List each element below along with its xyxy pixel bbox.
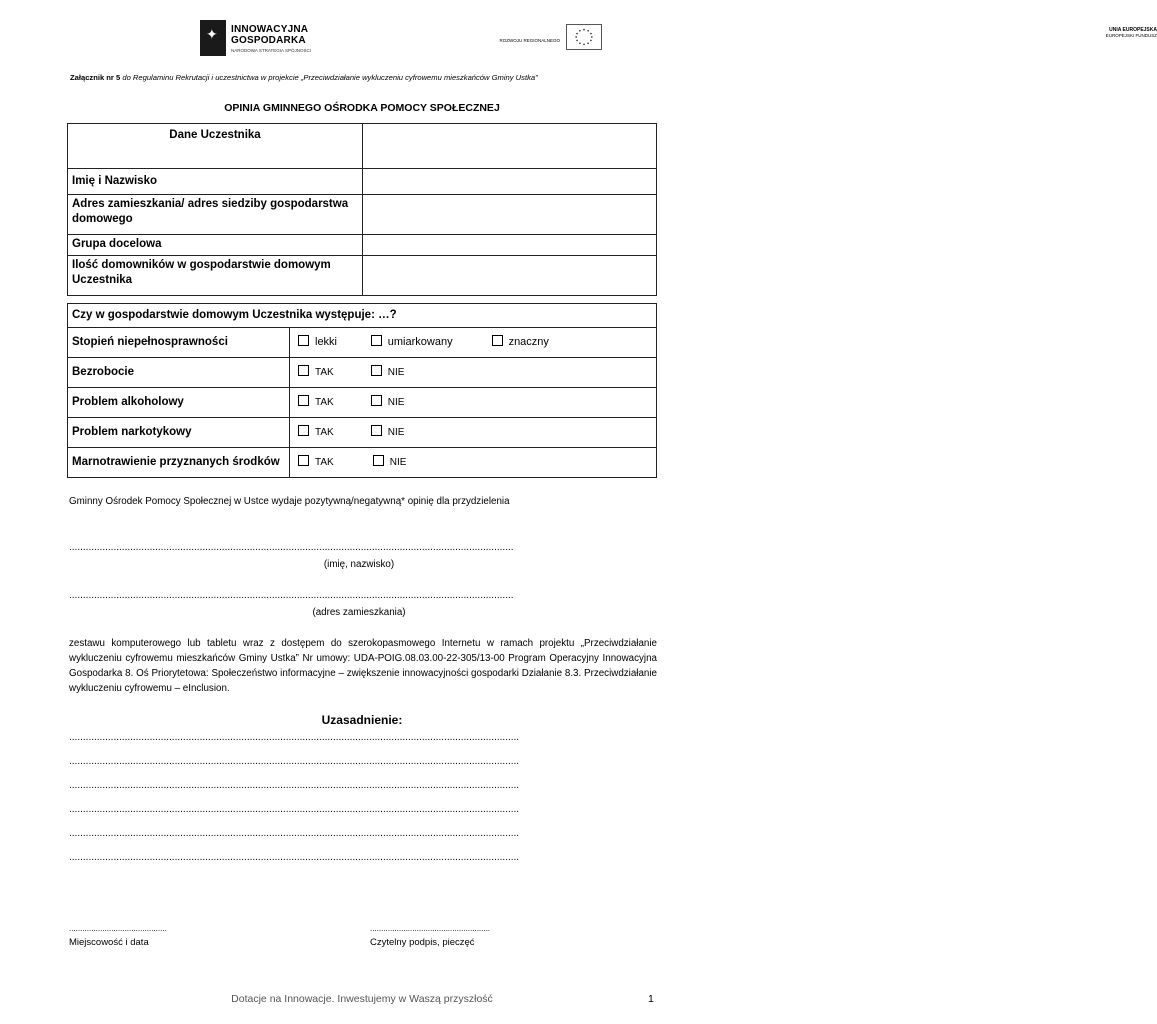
option-no: NIE xyxy=(389,457,407,468)
justification-title: Uzasadnienie: xyxy=(321,713,403,727)
place-date-line[interactable]: ............................................ xyxy=(69,924,167,933)
household-size-label: Ilość domowników w gospodarstwie domowym Uczestnika xyxy=(68,256,363,296)
option-no: NIE xyxy=(387,427,405,438)
checkbox-umiarkowany[interactable] xyxy=(371,335,382,346)
drugs-label: Problem narkotykowy xyxy=(68,418,290,448)
annex-text: do Regulaminu Rekrutacji i uczestnictwa w projekcie „Przeciwdziałanie wykluczeniu cyfrowemu mieszkańców Gminy Ustka” xyxy=(120,73,538,82)
checkbox-alcohol-yes[interactable] xyxy=(298,395,309,406)
option-umiarkowany: umiarkowany xyxy=(387,336,453,348)
option-znaczny: znaczny xyxy=(508,336,549,348)
household-header: Czy w gospodarstwie domowym Uczestnika występuje: …? xyxy=(68,304,657,328)
checkbox-misuse-no[interactable] xyxy=(373,455,384,466)
option-yes: TAK xyxy=(315,427,334,438)
document-title: OPINIA GMINNEGO OŚRODKA POMOCY SPOŁECZNEJ xyxy=(224,102,500,114)
name-label: Imię i Nazwisko xyxy=(68,169,363,195)
opinion-text: Gminny Ośrodek Pomocy Społecznej w Ustce wydaje pozytywną/negatywną* opinię dla przydzielenia xyxy=(69,496,510,507)
page-number: 1 xyxy=(648,993,654,1005)
eu-flag-icon xyxy=(566,24,602,50)
eu-logo xyxy=(499,24,1157,52)
target-group-field[interactable] xyxy=(363,235,657,256)
household-table xyxy=(67,303,657,478)
justification-line-5[interactable]: .................................................................................................................................................................. xyxy=(69,828,520,839)
option-no: NIE xyxy=(387,397,405,408)
alcohol-options xyxy=(290,388,657,418)
name-caption: (imię, nazwisko) xyxy=(323,559,395,570)
participant-header-value[interactable] xyxy=(363,124,657,169)
checkbox-drugs-no[interactable] xyxy=(371,425,382,436)
justification-line-1[interactable]: .................................................................................................................................................................. xyxy=(69,732,520,743)
logo-mark xyxy=(200,20,226,56)
address-field[interactable] xyxy=(363,195,657,235)
logo-line3: NARODOWA STRATEGIA SPÓJNOŚCI xyxy=(231,48,312,53)
project-text: zestawu komputerowego lub tabletu wraz z dostępem do szerokopasmowego Internetu w ramach projektu „Przeciwdziałanie wykluczeniu cyfrowemu mieszkańców Gminy Ustka” Nr umowy: UDA-POIG.08.03.00-22-305/13-00 Program Operacyjny Innowacyjna Gospodarka 8. Oś Priorytetowa: Społeczeństwo informacyjne – zwiększenie innowacyjności gospodarki Działanie 8.3. Przeciwdziałanie wykluczeniu cyfrowemu – eInclusion. xyxy=(69,638,657,694)
target-group-label: Grupa docelowa xyxy=(68,235,363,256)
checkbox-unemployment-no[interactable] xyxy=(371,365,382,376)
participant-table xyxy=(67,123,657,296)
address-dotted-line[interactable]: ................................................................................................................................................................ xyxy=(69,590,514,601)
alcohol-label: Problem alkoholowy xyxy=(68,388,290,418)
signature-caption: Czytelny podpis, pieczęć xyxy=(370,937,475,948)
name-field[interactable] xyxy=(363,169,657,195)
unemployment-label: Bezrobocie xyxy=(68,358,290,388)
misuse-options xyxy=(290,448,657,478)
justification-line-4[interactable]: .................................................................................................................................................................. xyxy=(69,804,520,815)
address-label: Adres zamieszkania/ adres siedziby gospodarstwa domowego xyxy=(68,195,363,235)
option-yes: TAK xyxy=(315,457,334,468)
drugs-options xyxy=(290,418,657,448)
eu-line3: ROZWOJU REGIONALNEGO xyxy=(499,38,560,43)
signature-line[interactable]: ...................................................... xyxy=(370,924,491,933)
logo-line2: GOSPODARKA xyxy=(231,35,306,46)
unemployment-options xyxy=(290,358,657,388)
household-size-field[interactable] xyxy=(363,256,657,296)
justification-line-3[interactable]: .................................................................................................................................................................. xyxy=(69,780,520,791)
justification-line-6[interactable]: .................................................................................................................................................................. xyxy=(69,852,520,863)
eu-line2: EUROPEJSKI FUNDUSZ xyxy=(1105,33,1157,38)
star-icon: ✦ xyxy=(206,26,218,42)
checkbox-misuse-yes[interactable] xyxy=(298,455,309,466)
disability-options xyxy=(290,328,657,358)
checkbox-alcohol-no[interactable] xyxy=(371,395,382,406)
disability-label: Stopień niepełnosprawności xyxy=(68,328,290,358)
option-no: NIE xyxy=(387,367,405,378)
checkbox-drugs-yes[interactable] xyxy=(298,425,309,436)
option-yes: TAK xyxy=(315,397,334,408)
checkbox-lekki[interactable] xyxy=(298,335,309,346)
footer-text: Dotacje na Innowacje. Inwestujemy w Waszą przyszłość xyxy=(231,993,493,1005)
misuse-label: Marnotrawienie przyznanych środków xyxy=(68,448,290,478)
justification-line-2[interactable]: .................................................................................................................................................................. xyxy=(69,756,520,767)
innowacyjna-gospodarka-logo xyxy=(200,18,320,60)
participant-header: Dane Uczestnika xyxy=(68,124,363,169)
checkbox-unemployment-yes[interactable] xyxy=(298,365,309,376)
annex-number: Załącznik nr 5 xyxy=(70,73,121,82)
checkbox-znaczny[interactable] xyxy=(492,335,503,346)
option-lekki: lekki xyxy=(315,336,338,348)
eu-line1: UNIA EUROPEJSKA xyxy=(1109,27,1157,33)
place-date-caption: Miejscowość i data xyxy=(69,937,149,948)
address-caption: (adres zamieszkania) xyxy=(312,607,406,618)
name-dotted-line[interactable]: ................................................................................................................................................................ xyxy=(69,542,514,553)
option-yes: TAK xyxy=(315,367,334,378)
annex-note xyxy=(70,73,670,82)
logo-line1: INNOWACYJNA xyxy=(231,24,309,35)
